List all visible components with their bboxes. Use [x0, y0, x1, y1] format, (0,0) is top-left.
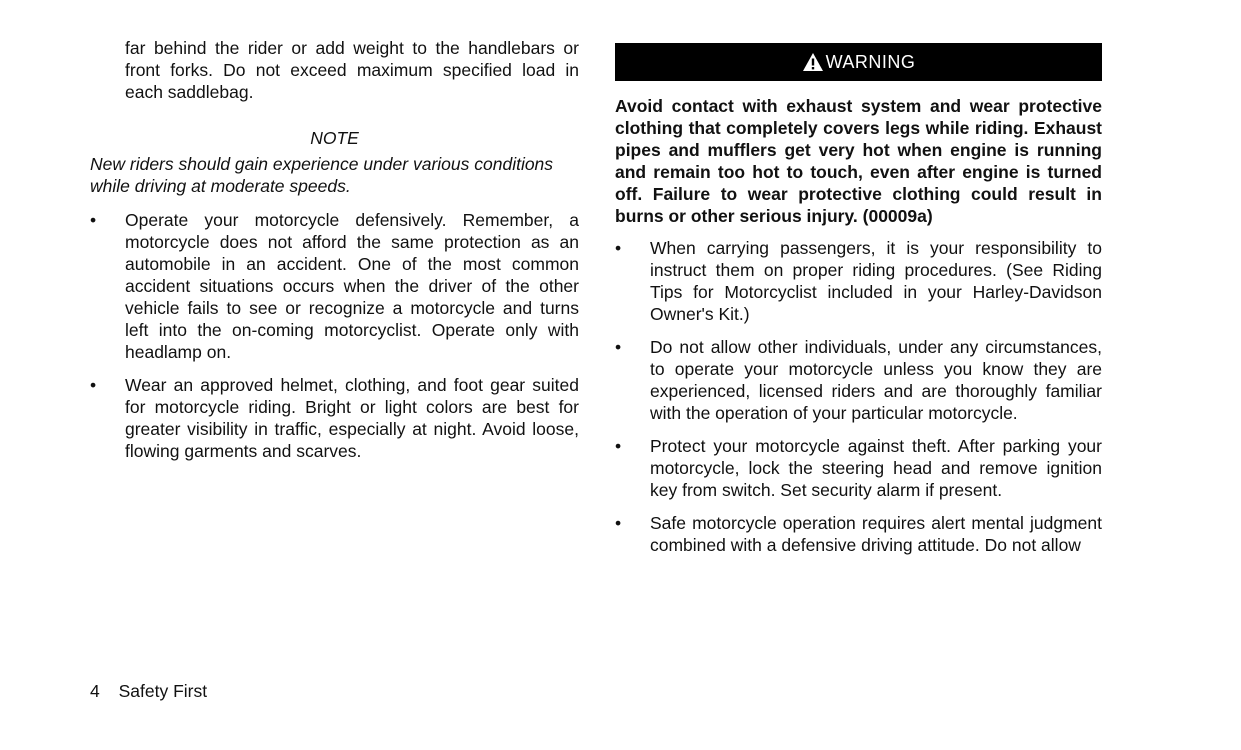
list-item — [615, 512, 1102, 556]
page-number: 4 — [90, 681, 100, 701]
right-bullet-list — [615, 237, 1102, 556]
bullet-marker: • — [90, 375, 97, 395]
bullet-marker: • — [615, 238, 622, 258]
section-title: Safety First — [118, 681, 208, 701]
list-item-text: Safe motorcycle operation requires alert mental judgment combined with a defensive driving attitude. Do not allow — [650, 513, 1102, 555]
page-footer — [90, 680, 207, 702]
right-column — [615, 43, 1102, 556]
list-item-text: Wear an approved helmet, clothing, and foot gear suited for motorcycle riding. Bright or light colors are best for greater visibility in traffic, especially at night. Avoid loose, flowing garments and scarves. — [125, 375, 579, 461]
list-item-text: Protect your motorcycle against theft. After parking your motorcycle, lock the steering head and remove ignition key from switch. Set security alarm if present. — [650, 436, 1102, 500]
warning-label: WARNING — [825, 52, 916, 72]
list-item-text: When carrying passengers, it is your responsibility to instruct them on proper riding procedures. (See Riding Tips for Motorcyclist included in your Harley-Davidson Owner's Kit.) — [650, 238, 1102, 324]
warning-triangle-icon — [802, 52, 824, 72]
left-column — [90, 37, 579, 462]
list-item — [90, 209, 579, 363]
bullet-marker: • — [615, 436, 622, 456]
warning-text: Avoid contact with exhaust system and wear protective clothing that completely covers legs while riding. Exhaust pipes and mufflers get very hot when engine is running and remain too hot to touch, even after engine is turned off. Failure to wear protective clothing could result in burns or other serious injury. (00009a) — [615, 96, 1102, 226]
list-item — [90, 374, 579, 462]
note-text: New riders should gain experience under various conditions while driving at moderate speeds. — [90, 154, 554, 196]
list-item-text: Operate your motorcycle defensively. Remember, a motorcycle does not afford the same protection as an automobile in an accident. One of the most common accident situations occurs when the driver of the other vehicle fails to see or recognize a motorcycle and turns left into the on-coming motorcyclist. Operate only with headlamp on. — [125, 210, 579, 362]
note-heading: NOTE — [310, 128, 359, 148]
list-item — [615, 435, 1102, 501]
continued-paragraph: far behind the rider or add weight to the handlebars or front forks. Do not exceed maximum specified load in each saddlebag. — [125, 38, 579, 102]
bullet-marker: • — [615, 337, 622, 357]
left-bullet-list — [90, 209, 579, 462]
warning-banner — [615, 43, 1102, 81]
list-item — [615, 237, 1102, 325]
bullet-marker: • — [615, 513, 622, 533]
bullet-marker: • — [90, 210, 97, 230]
list-item — [615, 336, 1102, 424]
list-item-text: Do not allow other individuals, under any circumstances, to operate your motorcycle unless you know they are experienced, licensed riders and are thoroughly familiar with the operation of your particular motorcycle. — [650, 337, 1102, 423]
